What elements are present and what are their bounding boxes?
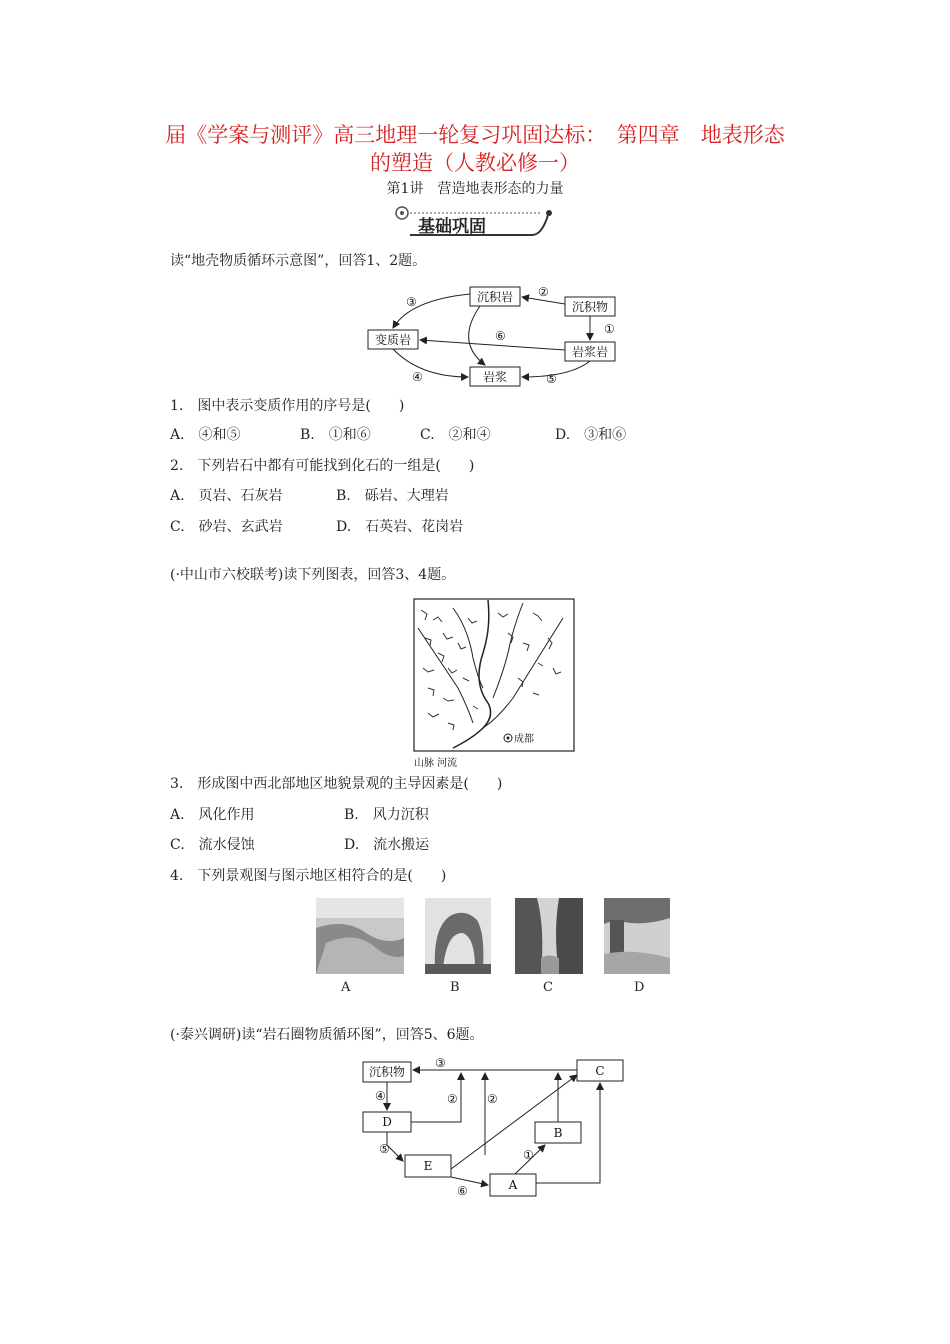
box-label: 岩浆岩	[571, 345, 609, 359]
box-label: E	[423, 1159, 433, 1173]
question-3: 3. 形成图中西北部地区地貌景观的主导因素是( )	[170, 776, 503, 792]
q1-option-a: A. ④和⑤	[170, 427, 241, 443]
arrow-label: ⑤	[546, 372, 557, 386]
arrow-label: ④	[375, 1089, 386, 1103]
q3-option-c: C. 流水侵蚀	[170, 837, 255, 853]
box-label: 变质岩	[374, 333, 412, 347]
city-label: 成都	[514, 734, 534, 745]
map-legend: 山脉 河流	[414, 758, 458, 769]
question-4: 4. 下列景观图与图示地区相符合的是( )	[170, 868, 447, 884]
arrow-label: ①	[604, 322, 615, 336]
arrow-label: ④	[412, 370, 423, 384]
photo-rock-arch	[425, 898, 491, 974]
arrow-label: ②	[487, 1092, 498, 1106]
arrow-label: ⑥	[495, 329, 506, 343]
arrow-label: ③	[435, 1056, 446, 1070]
q1-option-b: B. ①和⑥	[300, 427, 371, 443]
terrain-map	[413, 598, 575, 770]
arrow-label: ②	[447, 1092, 458, 1106]
arrow-label: ⑤	[379, 1142, 390, 1156]
arrow-label: ①	[523, 1148, 534, 1162]
photo-canyon	[515, 898, 583, 974]
photo-label-b: B	[450, 980, 460, 995]
box-label: 沉积岩	[476, 290, 514, 304]
banner-label: 基础巩固	[418, 217, 486, 237]
document-title-line1: 届《学案与测评》高三地理一轮复习巩固达标： 第四章 地表形态	[165, 123, 785, 147]
box-label: 沉积物	[571, 300, 609, 314]
rock-cycle-diagram	[360, 282, 630, 390]
q2-option-d: D. 石英岩、花岗岩	[336, 519, 464, 535]
section2-intro: (·中山市六校联考)读下列图表，回答3、4题。	[170, 567, 456, 583]
q2-option-c: C. 砂岩、玄武岩	[170, 519, 283, 535]
section1-intro: 读“地壳物质循环示意图”，回答1、2题。	[170, 253, 427, 269]
arrow-label: ③	[406, 295, 417, 309]
section3-intro: (·泰兴调研)读“岩石圈物质循环图”，回答5、6题。	[170, 1027, 484, 1043]
box-label: 沉积物	[368, 1065, 406, 1079]
q3-option-d: D. 流水搬运	[344, 837, 430, 853]
q1-option-c: C. ②和④	[420, 427, 491, 443]
q2-option-a: A. 页岩、石灰岩	[170, 488, 283, 504]
question-2: 2. 下列岩石中都有可能找到化石的一组是( )	[170, 458, 475, 474]
lithosphere-cycle-diagram	[355, 1055, 630, 1200]
box-label: B	[553, 1126, 563, 1140]
lecture-subtitle: 第1讲 营造地表形态的力量	[386, 181, 564, 197]
photo-label-d: D	[634, 980, 645, 995]
q3-option-b: B. 风力沉积	[344, 807, 429, 823]
q1-option-d: D. ③和⑥	[555, 427, 627, 443]
box-label: 岩浆	[482, 370, 508, 384]
photo-label-c: C	[543, 980, 553, 995]
document-title-line2: 的塑造（人教必修一）	[370, 151, 580, 175]
q3-option-a: A. 风化作用	[170, 807, 255, 823]
arrow-label: ⑥	[457, 1184, 468, 1198]
box-label: C	[595, 1064, 605, 1078]
photo-desert-dunes	[316, 898, 404, 974]
question-1: 1. 图中表示变质作用的序号是( )	[170, 398, 405, 414]
q2-option-b: B. 砾岩、大理岩	[336, 488, 449, 504]
photo-label-a: A	[341, 980, 351, 995]
box-label: A	[508, 1178, 518, 1192]
arrow-label: ②	[538, 285, 549, 299]
box-label: D	[382, 1115, 392, 1129]
photo-coastal-cliff	[604, 898, 670, 974]
